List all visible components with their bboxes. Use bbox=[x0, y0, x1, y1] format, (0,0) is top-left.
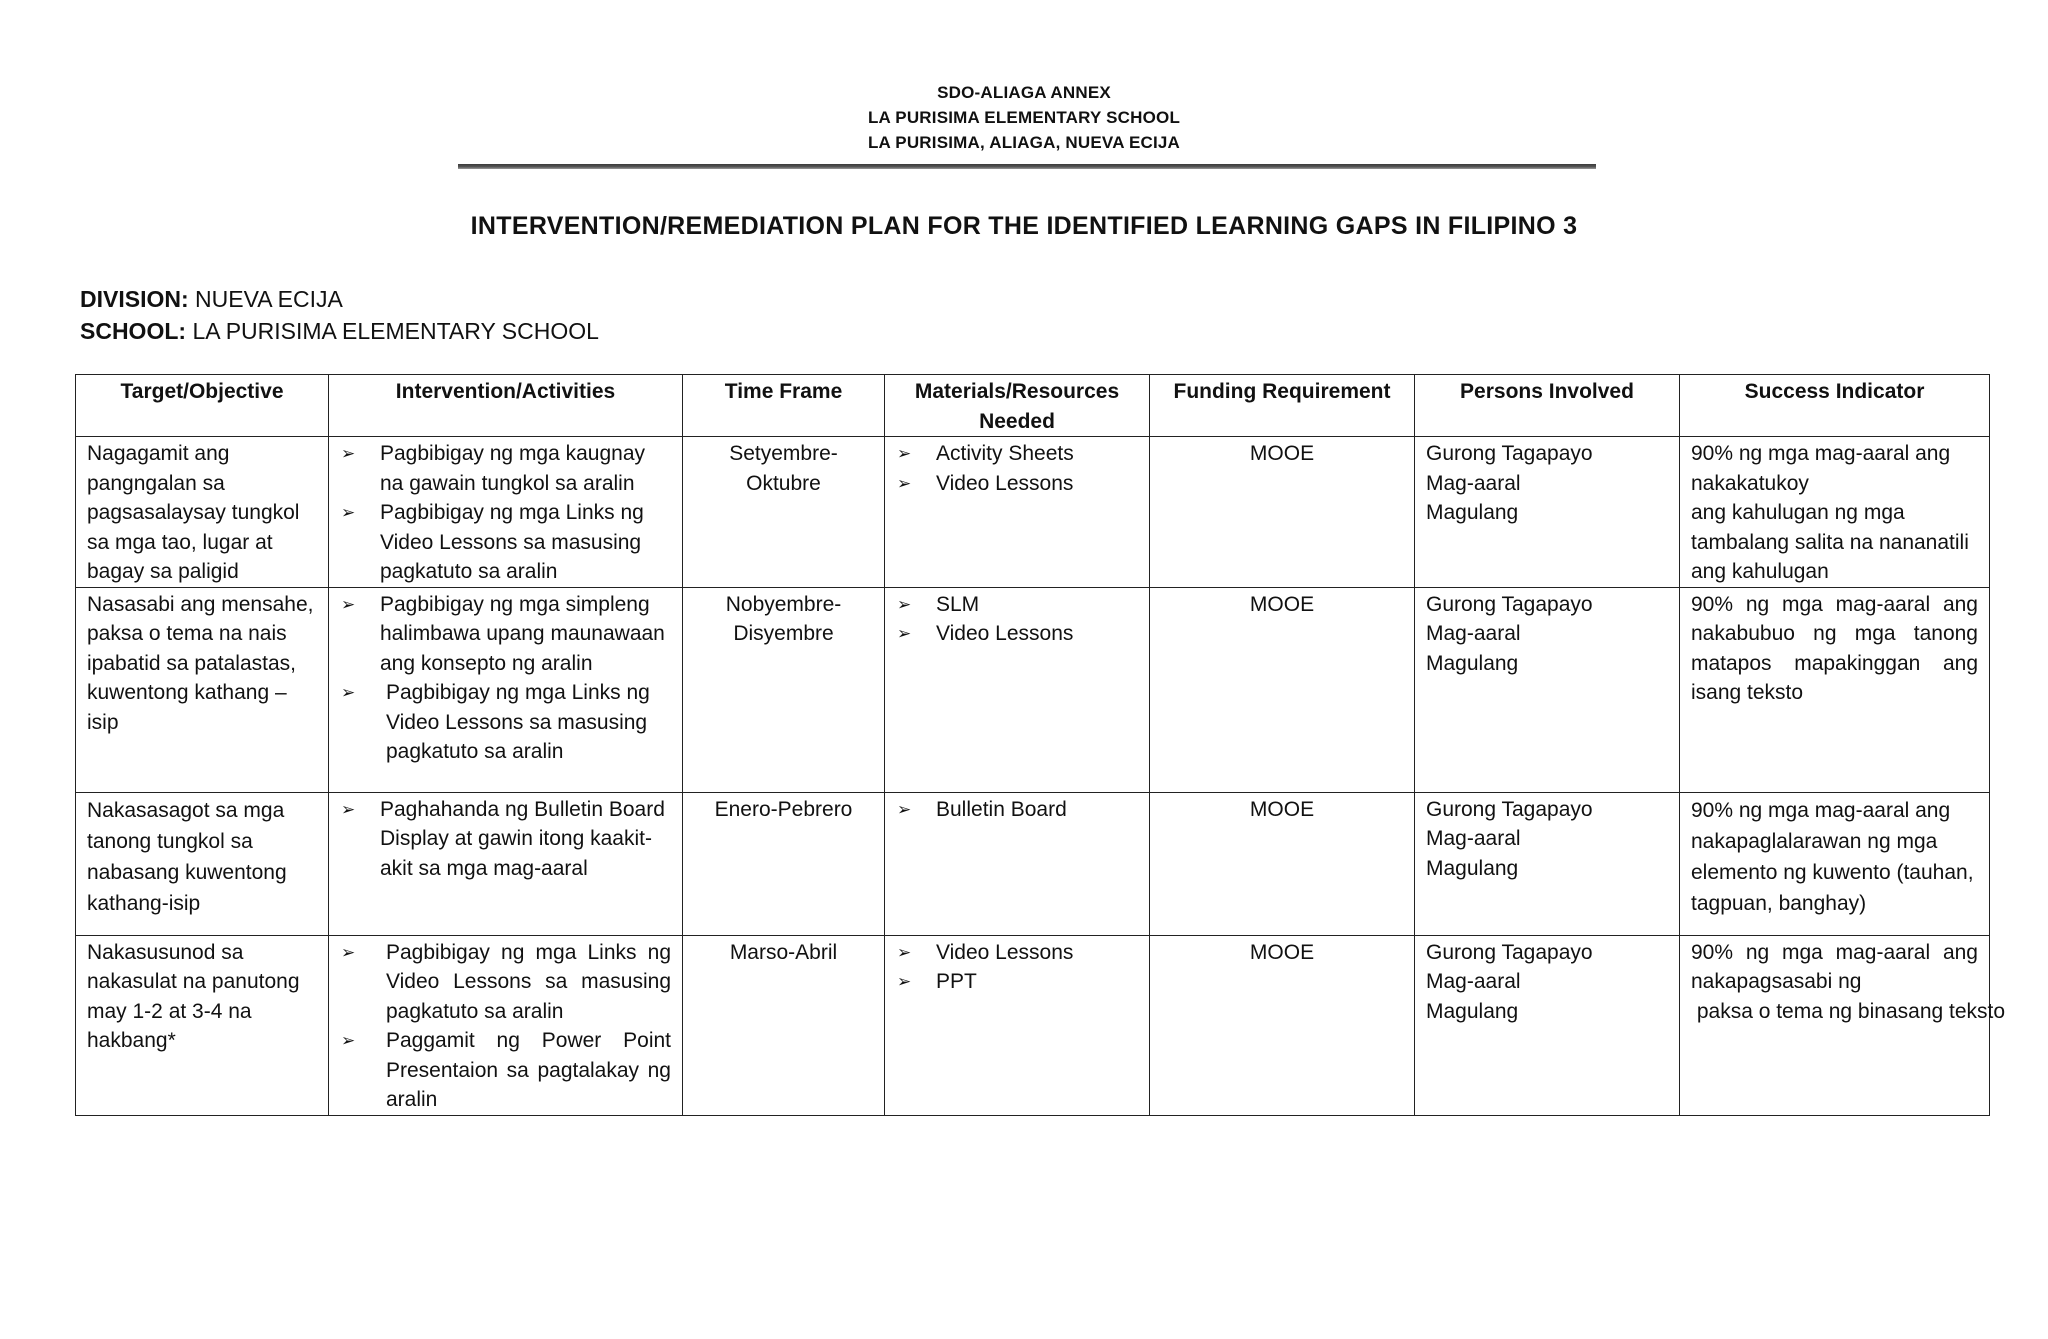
intervention-cell bbox=[329, 587, 683, 792]
person-item: Gurong Tagapayo bbox=[1426, 940, 1593, 964]
success-cell bbox=[1680, 437, 1990, 588]
arrow-bullet-icon: ➢ bbox=[341, 1031, 356, 1050]
intervention-cell bbox=[329, 792, 683, 935]
header-divider bbox=[458, 164, 1596, 169]
target-cell: Nakasusunod sa nakasulat na panutong may 1-2 at 3-4 na hakbang* bbox=[76, 935, 329, 1115]
division-line bbox=[80, 283, 599, 315]
intervention-item: ➢ Pagbibigay ng mga Links ng Video Lessons sa masusing pagkatuto sa aralin bbox=[340, 938, 671, 1027]
school-value: LA PURISIMA ELEMENTARY SCHOOL bbox=[192, 318, 599, 344]
division-label: DIVISION: bbox=[80, 286, 189, 312]
person-item: Gurong Tagapayo bbox=[1426, 442, 1593, 465]
success-cell bbox=[1680, 935, 2006, 1115]
arrow-bullet-icon: ➢ bbox=[897, 942, 912, 962]
arrow-bullet-icon: ➢ bbox=[341, 942, 356, 962]
intervention-cell bbox=[329, 935, 683, 1115]
school-label: SCHOOL: bbox=[80, 318, 187, 344]
arrow-bullet-icon: ➢ bbox=[897, 473, 912, 493]
header-persons: Persons Involved bbox=[1415, 375, 1680, 437]
person-item: Mag-aaral bbox=[1426, 970, 1521, 993]
persons-cell bbox=[1415, 792, 1680, 935]
arrow-bullet-icon: ➢ bbox=[341, 683, 356, 702]
table-row bbox=[76, 935, 1990, 1115]
person-item: Mag-aaral bbox=[1426, 827, 1521, 850]
table-row bbox=[76, 792, 1990, 935]
header-time-frame: Time Frame bbox=[683, 375, 885, 437]
success-line: ang kahulugan ng mga tambalang salita na nananatili ang kahulugan bbox=[1691, 501, 1969, 583]
materials-cell bbox=[885, 437, 1150, 588]
material-item: ➢ Video Lessons bbox=[896, 619, 1138, 649]
target-cell: Nagagamit ang pangngalan sa pagsasalaysay tungkol sa mga tao, lugar at bagay sa paligid bbox=[76, 437, 329, 588]
person-item: Gurong Tagapayo bbox=[1426, 797, 1593, 821]
funding-cell: MOOE bbox=[1150, 437, 1415, 588]
arrow-bullet-icon: ➢ bbox=[341, 594, 356, 614]
arrow-bullet-icon: ➢ bbox=[897, 624, 912, 643]
arrow-bullet-icon: ➢ bbox=[341, 799, 356, 819]
arrow-bullet-icon: ➢ bbox=[341, 503, 356, 522]
person-item: Magulang bbox=[1426, 999, 1519, 1023]
arrow-bullet-icon: ➢ bbox=[897, 972, 912, 991]
meta-block bbox=[80, 283, 599, 347]
person-item: Mag-aaral bbox=[1426, 622, 1521, 645]
time-frame-cell: Enero-Pebrero bbox=[683, 792, 885, 935]
table-row bbox=[76, 437, 1990, 588]
intervention-cell bbox=[329, 437, 683, 588]
time-frame-cell: Marso-Abril bbox=[683, 935, 885, 1115]
target-cell: Nasasabi ang mensahe, paksa o tema na nais ipabatid sa patalastas, kuwentong kathang – isip bbox=[76, 587, 329, 792]
plan-table bbox=[75, 374, 2006, 1116]
persons-cell bbox=[1415, 437, 1680, 588]
material-item: ➢ Video Lessons bbox=[896, 469, 1138, 499]
success-line: 90% ng mga mag-aaral ang nakapagsasabi ng bbox=[1691, 940, 1978, 993]
time-frame-cell: Setyembre-Oktubre bbox=[683, 437, 885, 588]
person-item: Magulang bbox=[1426, 856, 1519, 880]
plan-title: INTERVENTION/REMEDIATION PLAN FOR THE IDENTIFIED LEARNING GAPS IN FILIPINO 3 bbox=[470, 212, 1578, 240]
table-header-row bbox=[76, 375, 1990, 437]
funding-cell: MOOE bbox=[1150, 587, 1415, 792]
header-materials: Materials/Resources Needed bbox=[885, 375, 1150, 437]
header-line-address: LA PURISIMA, ALIAGA, NUEVA ECIJA bbox=[867, 133, 1181, 152]
materials-cell bbox=[885, 587, 1150, 792]
table-row bbox=[76, 587, 1990, 792]
arrow-bullet-icon: ➢ bbox=[897, 799, 912, 819]
person-item: Magulang bbox=[1426, 651, 1519, 675]
material-item: ➢ Video Lessons bbox=[896, 938, 1138, 968]
header-line-annex: SDO-ALIAGA ANNEX bbox=[937, 83, 1111, 102]
funding-cell: MOOE bbox=[1150, 935, 1415, 1115]
intervention-item: ➢ Paghahanda ng Bulletin Board Display at gawin itong kaakit-akit sa mga mag-aaral bbox=[340, 795, 671, 884]
persons-cell bbox=[1415, 587, 1680, 792]
arrow-bullet-icon: ➢ bbox=[341, 444, 356, 463]
arrow-bullet-icon: ➢ bbox=[897, 444, 912, 463]
intervention-item: ➢ Paggamit ng Power Point Presentaion sa pagtalakay ng aralin bbox=[340, 1026, 671, 1115]
materials-cell bbox=[885, 792, 1150, 935]
person-item: Gurong Tagapayo bbox=[1426, 592, 1593, 616]
funding-cell: MOOE bbox=[1150, 792, 1415, 935]
intervention-item: ➢ Pagbibigay ng mga simpleng halimbawa upang maunawaan ang konsepto ng aralin bbox=[340, 590, 671, 679]
success-cell: 90% ng mga mag-aaral ang nakapaglalarawan ng mga elemento ng kuwento (tauhan, tagpuan, banghay) bbox=[1680, 792, 1990, 935]
time-frame-cell: Nobyembre-Disyembre bbox=[683, 587, 885, 792]
intervention-item: ➢ Pagbibigay ng mga Links ng Video Lessons sa masusing pagkatuto sa aralin bbox=[340, 498, 671, 587]
person-item: Magulang bbox=[1426, 501, 1519, 524]
header-line-school: LA PURISIMA ELEMENTARY SCHOOL bbox=[867, 108, 1181, 127]
person-item: Mag-aaral bbox=[1426, 471, 1521, 495]
material-item: ➢ Bulletin Board bbox=[896, 795, 1138, 825]
materials-cell bbox=[885, 935, 1150, 1115]
intervention-item: ➢ Pagbibigay ng mga kaugnay na gawain tungkol sa aralin bbox=[340, 439, 671, 498]
success-cell: 90% ng mga mag-aaral ang nakabubuo ng mga tanong matapos mapakinggan ang isang teksto bbox=[1680, 587, 1990, 792]
header-funding: Funding Requirement bbox=[1150, 375, 1415, 437]
success-line: paksa o tema ng binasang teksto bbox=[1691, 999, 2006, 1023]
arrow-bullet-icon: ➢ bbox=[897, 594, 912, 614]
target-cell: Nakasasagot sa mga tanong tungkol sa nabasang kuwentong kathang-isip bbox=[76, 792, 329, 935]
intervention-item: ➢ Pagbibigay ng mga Links ng Video Lessons sa masusing pagkatuto sa aralin bbox=[340, 678, 671, 767]
persons-cell bbox=[1415, 935, 1680, 1115]
school-header bbox=[0, 80, 2048, 155]
material-item: ➢ PPT bbox=[896, 967, 1138, 997]
material-item: ➢ SLM bbox=[896, 590, 1138, 620]
header-success: Success Indicator bbox=[1680, 375, 1990, 437]
success-line: 90% ng mga mag-aaral ang nakakatukoy bbox=[1691, 442, 1951, 495]
header-target: Target/Objective bbox=[76, 375, 329, 437]
header-intervention: Intervention/Activities bbox=[329, 375, 683, 437]
school-line bbox=[80, 315, 599, 347]
division-value: NUEVA ECIJA bbox=[195, 286, 343, 312]
material-item: ➢ Activity Sheets bbox=[896, 439, 1138, 469]
